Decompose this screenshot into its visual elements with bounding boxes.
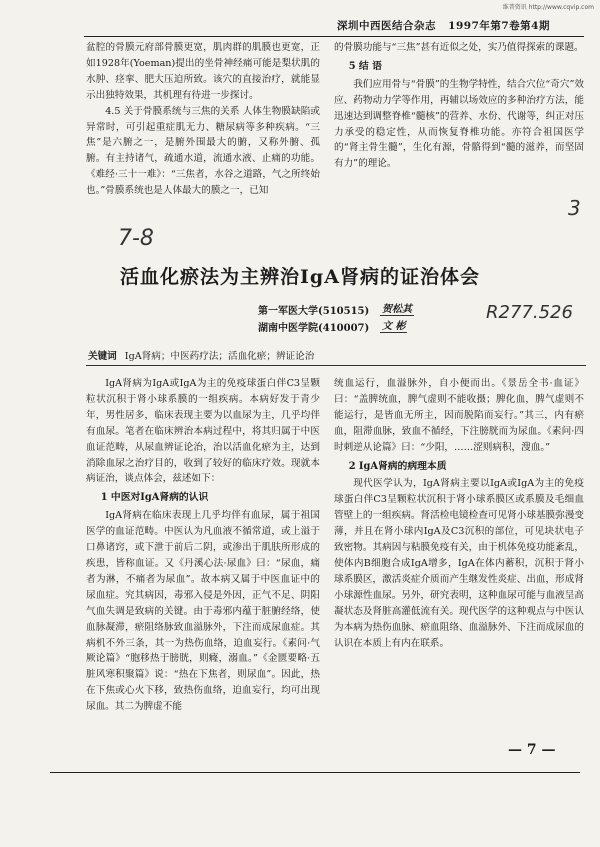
footer-rule — [50, 772, 580, 773]
body-right-column — [334, 376, 584, 651]
article-title: 活血化瘀法为主辨治IgA肾病的证治体会 — [120, 266, 480, 288]
issue-info: 1997年第7卷第4期 — [448, 20, 550, 32]
section-paragraph: 4.5 关于骨膜系统与三焦的关系 人体生物膜缺陷或异常时，可引起重症肌无力、糖尿病等多种疾病。“三焦”是六腑之一，是腑外围最大的腑，又称外腑、孤腑。有主持诸气，疏通水道，流通水液、止痛的功能。《难经·三十一难》：“三焦者，水谷之道路，气之所终始也。”骨膜系统也是人体最大的膜之一，已知 — [86, 105, 320, 197]
author-2: 文 彬 — [380, 317, 407, 333]
conclusion-paragraph: 我们应用骨与“骨膜”的生物学特性，结合穴位“奇穴”效应、药物动力学等作用，再辅以场效应的多种治疗方法，能迅速达到调整脊椎“髓核”的营养、水份、代谢等，纠正对压力承受的稳定性，从而恢复脊椎功能。亦符合祖国医学的“肾主骨生髓”，生化有源，骨骼得到“髓的滋养，而坚固有力”的理论。 — [334, 78, 584, 170]
running-header — [337, 18, 550, 33]
affiliation-1: 第一军医大学(510515) — [258, 306, 370, 317]
body-paragraph: IgA肾病在临床表现上几乎均伴有血尿，属于祖国医学的血证范畴。中医认为凡血液不循常道，或上溢于口鼻诸窍，或下泄于前后二阴，或渗出于肌肤所形成的疾患，皆称血证。又《丹溪心法·尿血》曰：“尿血，痛者为淋，不痛者为尿血”。故本病又属于中医血证中的尿血症。究其病因，毒邪入侵是外因，正气不足、阴阳气血失调是致病的关键。由于毒邪内蕴于脏腑经络，使血脉凝滞，瘀阻络脉致血溢脉外，下注而成尿血症。其病机不外三条，其一为热伤血络，迫血妄行。《素问·气厥论篇》“胞移热于膀胱，则癃，溺血。”《金匮要略·五脏风寒积聚篇》说：“热在下焦者，则尿血”。因此，热在下焦或心火下移，致热伤血络，迫血妄行，均可出现尿血。其二为脾虚不能 — [86, 510, 320, 713]
classification-annotation: R277.526 — [486, 302, 573, 323]
keywords-label: 关键词 — [88, 351, 117, 362]
top-left-column — [86, 40, 320, 199]
continued-paragraph: 的骨膜功能与“三焦”甚有近似之处，实乃值得探索的课题。 — [334, 42, 584, 53]
journal-name: 深圳中西医结合杂志 — [337, 20, 436, 32]
body-paragraph: 现代医学认为，IgA肾病主要以IgA或IgA为主的免疫球蛋白伴C3呈颗粒状沉积于肾小球系膜区或系膜及毛细血管壁上的一组疾病。肾活检电镜检查可见肾小球基膜弥漫变薄，并且在肾小球内IgA及C3沉积的部位，可见块状电子致密物。其病因与粘膜免疫有关，由于机体免疫功能紊乱，使体内B细胞合成IgA增多，IgA在体内蓄积，沉积于肾小球系膜区，激活炎症介质而产生继发性炎症、出血，形成肾小球源性血尿。另外，研究表明，这种血尿可能与血液呈高凝状态及肾脏高灌低流有关。现代医学的这种观点与中医认为本病为热伤血脉、瘀血阻络、血溢脉外、下注而成尿血的认识在本质上有内在联系。 — [334, 478, 584, 649]
body-left-column — [86, 376, 320, 715]
handwritten-mark: 3 — [568, 196, 581, 220]
affiliation-2: 湖南中医学院(410007) — [258, 323, 370, 334]
continued-paragraph: 盆腔的骨膜元府部骨膜更宽，肌肉群的肌膜也更宽，正如1928年(Yoeman)提出的坐骨神经痛可能是梨状肌的水肿、痉挛、肥大压迫所致。该穴的直接治疗，就能显示出独特效果，其机理有待进一步探讨。 — [86, 42, 320, 101]
keywords-text: IgA肾病；中医药疗法；活血化瘀；辨证论治 — [124, 351, 315, 362]
section-heading: 5 结 语 — [348, 60, 382, 72]
intro-paragraph: IgA肾病为IgA或IgA为主的免疫球蛋白伴C3呈颗粒状沉积于肾小球系膜的一组疾病。本病好发于青少年，男性居多，临床表现主要为以血尿为主，几乎均伴有血尿。笔者在临床辨治本病过程中，将其归属于中医血证范畴，从尿血辨证论治，治以活血化瘀为主，达到消除血尿之治疗目的，收到了较好的临床疗效。现就本病证治，谈点体会，兹述如下： — [86, 378, 320, 485]
section-heading: 2 IgA肾病的病理本质 — [348, 460, 447, 472]
header-rule — [84, 36, 584, 37]
page-number: — 7 — — [508, 742, 556, 758]
keywords — [88, 348, 314, 362]
continued-paragraph: 统血运行，血溢脉外，自小便而出。《景岳全书·血证》曰：“盖脾统血，脾气虚则不能收摄；脾化血，脾气虚则不能运行，是皆血无所主，因而脱陷而妄行。”其三，内有瘀血，阻滞血脉，致血不循经，下注膀胱而为尿血。《素问·四时刺逆从论篇》曰：“少阳，……涩则病积，溲血。” — [334, 378, 584, 453]
watermark: 维普资讯 http://www.cqvip.com — [502, 4, 594, 11]
top-right-column — [334, 40, 584, 172]
section-heading: 1 中医对IgA肾病的认识 — [100, 492, 209, 504]
author-1: 贺松其 — [380, 300, 414, 316]
keywords-rule — [86, 365, 586, 366]
handwritten-annotation: 7-8 — [118, 226, 154, 251]
